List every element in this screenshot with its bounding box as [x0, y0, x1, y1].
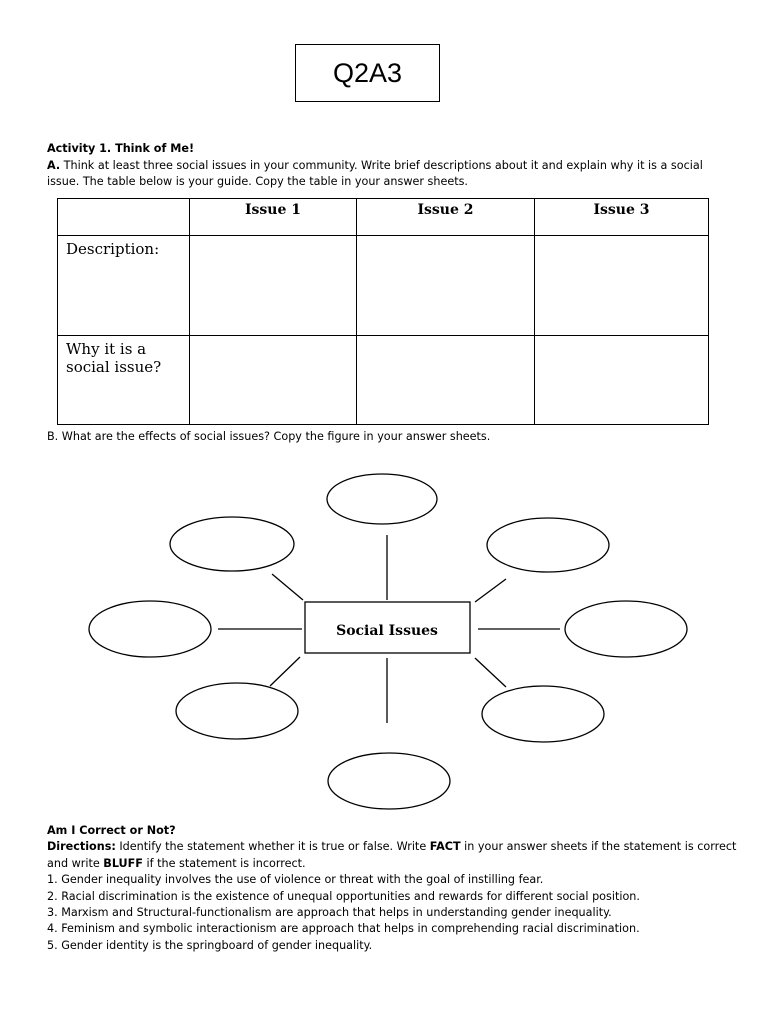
answer-cell [535, 336, 709, 425]
quiz-title: Am I Correct or Not? [47, 824, 176, 837]
table-row-description [58, 236, 709, 336]
fact-keyword: FACT [429, 840, 461, 854]
quiz-item: 5. Gender identity is the springboard of gender inequality. [47, 938, 373, 952]
connector-line [475, 658, 506, 687]
column-header-issue-1: Issue 1 [190, 199, 357, 236]
quiz-directions [47, 839, 737, 872]
directions-text-1: Identify the statement whether it is true or false. Write [115, 840, 430, 854]
effect-node-lower-right [482, 686, 604, 742]
social-issues-web-diagram [0, 455, 768, 815]
answer-cell [190, 336, 357, 425]
column-header-issue-3: Issue 3 [535, 199, 709, 236]
quiz-item: 2. Racial discrimination is the existence of unequal opportunities and rewards for different social position. [47, 889, 640, 903]
social-issues-table [57, 198, 709, 425]
part-a-instructions [47, 158, 727, 191]
row-label-description [58, 236, 190, 336]
answer-cell [535, 236, 709, 336]
answer-cell [357, 236, 535, 336]
effect-node-bottom [328, 753, 450, 809]
row-label-line: social issue? [66, 358, 162, 376]
directions-text-3: if the statement is incorrect. [142, 856, 306, 870]
part-a-label: A. [47, 159, 61, 172]
row-label-line: Description: [66, 240, 160, 258]
part-a-text: Think at least three social issues in your community. Write brief descriptions about it and explain why it is a social issue. The table below is your guide. Copy the table in your answer sheets. [47, 159, 703, 189]
effect-node-upper-right [487, 518, 609, 572]
answer-cell [190, 236, 357, 336]
directions-text-2: in your answer sheets if the statement is correct and write [47, 840, 737, 870]
activity-title: Activity 1. Think of Me! [47, 142, 195, 155]
connector-line [475, 579, 506, 602]
quiz-item: 3. Marxism and Structural-functionalism are approach that helps in understanding gender inequality. [47, 906, 612, 920]
table-row-why-social-issue [58, 336, 709, 425]
bluff-keyword: BLUFF [103, 856, 143, 870]
quiz-item: 1. Gender inequality involves the use of violence or threat with the goal of instilling fear. [47, 873, 544, 887]
connector-line [272, 574, 303, 600]
effect-node-top [327, 474, 437, 524]
effect-node-right [565, 601, 687, 657]
effect-node-upper-left [170, 517, 294, 571]
answer-cell [357, 336, 535, 425]
row-label-why-social-issue [58, 336, 190, 425]
center-node-label: Social Issues [336, 623, 438, 639]
connector-line [270, 657, 300, 686]
effect-node-left [89, 601, 211, 657]
quiz-item: 4. Feminism and symbolic interactionism are approach that helps in comprehending racial discrimination. [47, 922, 640, 936]
quiz-section [47, 823, 737, 954]
directions-label: Directions: [47, 840, 116, 854]
effect-node-lower-left [176, 683, 298, 739]
column-header-issue-2: Issue 2 [357, 199, 535, 236]
part-b-instructions: B. What are the effects of social issues? Copy the figure in your answer sheets. [47, 430, 491, 443]
row-label-line: Why it is a [66, 340, 147, 358]
table-corner-cell [58, 199, 190, 236]
table-header-row [58, 199, 709, 236]
activity-code: Q2A3 [332, 57, 403, 88]
activity-code-box [295, 44, 440, 102]
